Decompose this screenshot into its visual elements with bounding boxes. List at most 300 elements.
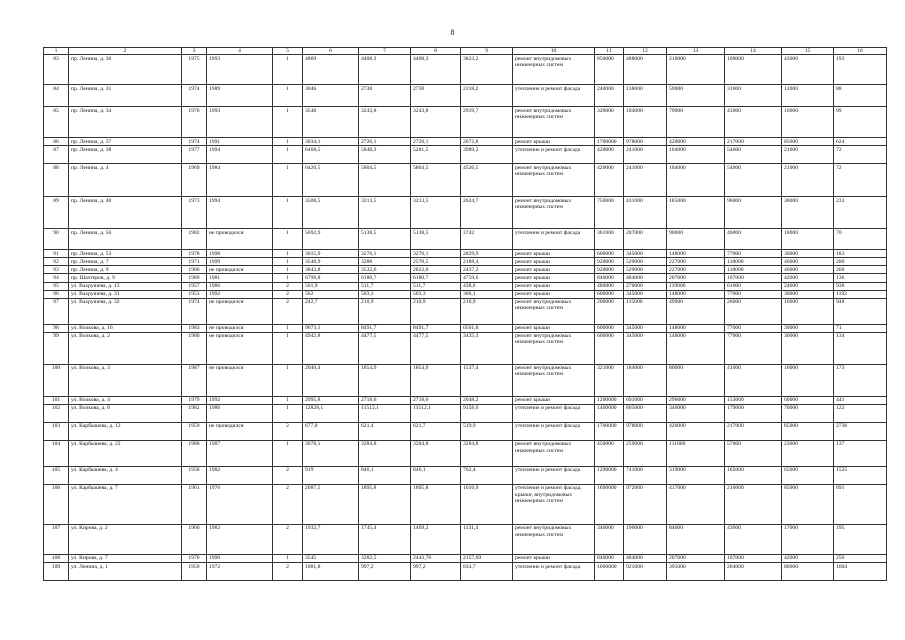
cost-per-sqm-cell: 136 xyxy=(834,274,887,282)
total-area-cell: 6468,5 xyxy=(303,146,359,164)
table-row xyxy=(44,107,887,138)
column-number: 7 xyxy=(359,48,411,55)
cost-total-cell: 920000 xyxy=(595,266,624,274)
last-repair-year-cell: 1986 xyxy=(207,282,273,290)
last-repair-year-cell: не проводился xyxy=(207,324,273,332)
row-number-cell: 89 xyxy=(44,197,69,229)
owned-area-cell: 2624,7 xyxy=(461,197,513,229)
living-area-cell: 3284,8 xyxy=(359,440,411,466)
owned-area-cell: 4526,5 xyxy=(461,164,513,197)
cost-fund-cell: 529000 xyxy=(624,266,667,274)
residential-area-cell: 997,2 xyxy=(411,563,461,581)
cost-per-sqm-cell: 624 xyxy=(834,138,887,146)
year-built-cell: 1969 xyxy=(182,164,207,197)
year-built-cell: 1988 xyxy=(182,440,207,466)
cost-fund-cell: 345000 xyxy=(624,250,667,258)
cost-fund-cell: 805000 xyxy=(624,404,667,422)
cost-municipal-cell: 77000 xyxy=(725,290,782,298)
row-number-cell: 85 xyxy=(44,107,69,138)
residential-area-cell: 2822,6 xyxy=(411,266,461,274)
cost-owners-cell: 24000 xyxy=(782,282,834,290)
category-cell: 1 xyxy=(273,107,303,138)
cost-fund-cell: 484000 xyxy=(624,274,667,282)
cost-region-cell: 119000 xyxy=(667,282,725,290)
cost-owners-cell: 16000 xyxy=(782,107,834,138)
category-cell: 1 xyxy=(273,364,303,396)
living-area-cell: 2738 xyxy=(359,85,411,107)
address-cell: ул. Кирова, д. 2 xyxy=(69,524,182,554)
repair-type-cell: утепление и ремонт фасада xyxy=(513,85,595,107)
living-area-cell: 4477,5 xyxy=(359,332,411,364)
cost-total-cell: 420000 xyxy=(595,164,624,197)
cost-fund-cell: 921000 xyxy=(624,563,667,581)
total-area-cell: 9673,1 xyxy=(303,324,359,332)
owned-area-cell: 2829,9 xyxy=(461,250,513,258)
cost-municipal-cell: 109000 xyxy=(725,55,782,85)
cost-municipal-cell: 41000 xyxy=(725,364,782,396)
repair-type-cell: ремонт внутридомовых инженерных систем xyxy=(513,107,595,138)
last-repair-year-cell: 1994 xyxy=(207,197,273,229)
cost-total-cell: 320000 xyxy=(595,107,624,138)
residential-area-cell: 503,3 xyxy=(411,290,461,298)
cost-total-cell: 1600000 xyxy=(595,563,624,581)
owned-area-cell: 4759,6 xyxy=(461,274,513,282)
repair-type-cell: ремонт крыши xyxy=(513,266,595,274)
cost-region-cell: 227000 xyxy=(667,258,725,266)
column-number: 9 xyxy=(461,48,513,55)
owned-area-cell: 2318,2 xyxy=(461,85,513,107)
category-cell: 2 xyxy=(273,563,303,581)
cost-total-cell: 600000 xyxy=(595,324,624,332)
year-built-cell: 1953 xyxy=(182,290,207,298)
column-number: 12 xyxy=(624,48,667,55)
table-row xyxy=(44,332,887,364)
repair-type-cell: утепление и ремонт фасада xyxy=(513,404,595,422)
cost-fund-cell: 115000 xyxy=(624,298,667,324)
owned-area-cell: 6501,8 xyxy=(461,324,513,332)
cost-owners-cell: 10000 xyxy=(782,298,834,324)
cost-municipal-cell: 77000 xyxy=(725,324,782,332)
cost-total-cell: 200000 xyxy=(595,298,624,324)
total-area-cell: 3545 xyxy=(303,554,359,562)
residential-area-cell: 3276,1 xyxy=(411,250,461,258)
cost-total-cell: 340000 xyxy=(595,524,624,554)
residential-area-cell: 5281,5 xyxy=(411,146,461,164)
category-cell: 1 xyxy=(273,404,303,422)
cost-region-cell: 79000 xyxy=(667,107,725,138)
cost-municipal-cell: 107000 xyxy=(725,554,782,562)
living-area-cell: 6180,7 xyxy=(359,274,411,282)
residential-area-cell: 2738 xyxy=(411,85,461,107)
residential-area-cell: 2726,1 xyxy=(411,138,461,146)
cost-per-sqm-cell: 256 xyxy=(834,554,887,562)
column-number: 10 xyxy=(513,48,595,55)
repair-type-cell: утепление и ремонт фасада xyxy=(513,229,595,250)
cost-fund-cell: 345000 xyxy=(624,332,667,364)
address-cell: ул. Волкова, д. 2 xyxy=(69,332,182,364)
last-repair-year-cell: 1976 xyxy=(207,484,273,524)
cost-region-cell: 296000 xyxy=(667,396,725,404)
row-number-cell: 91 xyxy=(44,250,69,258)
last-repair-year-cell: не проводился xyxy=(207,298,273,324)
cost-region-cell: 84000 xyxy=(667,524,725,554)
year-built-cell: 1971 xyxy=(182,258,207,266)
total-area-cell: 561,9 xyxy=(303,282,359,290)
cost-municipal-cell: 216000 xyxy=(725,484,782,524)
cost-per-sqm-cell: 891 xyxy=(834,484,887,524)
total-area-cell: 2995,8 xyxy=(303,396,359,404)
total-area-cell: 6420,5 xyxy=(303,164,359,197)
cost-total-cell: 1290000 xyxy=(595,466,624,484)
cost-fund-cell: 972000 xyxy=(624,484,667,524)
address-cell: пр. Ленина, д. 9 xyxy=(69,266,182,274)
cost-owners-cell: 46000 xyxy=(782,258,834,266)
column-number: 15 xyxy=(782,48,834,55)
last-repair-year-cell: 1982 xyxy=(207,524,273,554)
cost-per-sqm-cell: 1604 xyxy=(834,563,887,581)
cost-per-sqm-cell: 72 xyxy=(834,164,887,197)
address-cell: ул. Вахрушева, д. 13 xyxy=(69,282,182,290)
residential-area-cell: 1895,8 xyxy=(411,484,461,524)
category-cell: 1 xyxy=(273,138,303,146)
year-built-cell: 1961 xyxy=(182,484,207,524)
cost-per-sqm-cell: 173 xyxy=(834,364,887,396)
category-cell: 2 xyxy=(273,298,303,324)
repair-type-cell: ремонт крыши xyxy=(513,138,595,146)
last-repair-year-cell: 1993 xyxy=(207,107,273,138)
cost-region-cell: 417000 xyxy=(667,484,725,524)
cost-per-sqm-cell: 134 xyxy=(834,332,887,364)
year-built-cell: 1959 xyxy=(182,563,207,581)
cost-region-cell: 59000 xyxy=(667,85,725,107)
row-number-cell: 101 xyxy=(44,396,69,404)
table-row xyxy=(44,563,887,581)
column-number: 1 xyxy=(44,48,69,55)
category-cell: 1 xyxy=(273,250,303,258)
cost-owners-cell: 60000 xyxy=(782,396,834,404)
total-area-cell: 242,7 xyxy=(303,298,359,324)
category-cell: 1 xyxy=(273,258,303,266)
row-number-cell: 86 xyxy=(44,138,69,146)
cost-region-cell: 49000 xyxy=(667,298,725,324)
living-area-cell: 511,7 xyxy=(359,282,411,290)
total-area-cell: 1081,8 xyxy=(303,563,359,581)
residential-area-cell: 4408,3 xyxy=(411,55,461,85)
cost-owners-cell: 12000 xyxy=(782,85,834,107)
last-repair-year-cell: не проводился xyxy=(207,364,273,396)
row-number-cell: 96 xyxy=(44,290,69,298)
category-cell: 1 xyxy=(273,85,303,107)
address-cell: пр. Ленина, д. 37 xyxy=(69,138,182,146)
category-cell: 2 xyxy=(273,290,303,298)
category-cell: 1 xyxy=(273,197,303,229)
cost-region-cell: 90000 xyxy=(667,229,725,250)
cost-total-cell: 850000 xyxy=(595,55,624,85)
cost-per-sqm-cell: 99 xyxy=(834,107,887,138)
address-cell: ул. Вахрушева, д. 31 xyxy=(69,290,182,298)
cost-municipal-cell: 77000 xyxy=(725,332,782,364)
table-row xyxy=(44,138,887,146)
cost-per-sqm-cell: 137 xyxy=(834,440,887,466)
category-cell: 2 xyxy=(273,282,303,290)
cost-owners-cell: 18000 xyxy=(782,229,834,250)
cost-owners-cell: 70000 xyxy=(782,404,834,422)
last-repair-year-cell: 1981 xyxy=(207,274,273,282)
residential-area-cell: 846,1 xyxy=(411,466,461,484)
cost-total-cell: 240000 xyxy=(595,85,624,107)
row-number-cell: 87 xyxy=(44,146,69,164)
year-built-cell: 1979 xyxy=(182,396,207,404)
cost-per-sqm-cell: 260 xyxy=(834,266,887,274)
last-repair-year-cell: 1984 xyxy=(207,164,273,197)
cost-total-cell: 420000 xyxy=(595,146,624,164)
row-number-cell: 98 xyxy=(44,324,69,332)
year-built-cell: 1974 xyxy=(182,298,207,324)
cost-per-sqm-cell: 938 xyxy=(834,282,887,290)
repair-type-cell: ремонт крыши xyxy=(513,396,595,404)
address-cell: пр. Ленина, д. 31 xyxy=(69,85,182,107)
residential-area-cell: 2718,6 xyxy=(411,396,461,404)
cost-municipal-cell: 107000 xyxy=(725,274,782,282)
repair-type-cell: ремонт внутридомовых инженерных систем xyxy=(513,332,595,364)
cost-total-cell: 1400000 xyxy=(595,404,624,422)
address-cell: ул. Карбышева, д. 4 xyxy=(69,466,182,484)
table-row xyxy=(44,290,887,298)
living-area-cell: 5804,5 xyxy=(359,164,411,197)
cost-region-cell: 104000 xyxy=(667,164,725,197)
cost-municipal-cell: 217000 xyxy=(725,138,782,146)
total-area-cell: 4869 xyxy=(303,55,359,85)
last-repair-year-cell: 1990 xyxy=(207,554,273,562)
total-area-cell: 3508,5 xyxy=(303,197,359,229)
last-repair-year-cell: не проводился xyxy=(207,332,273,364)
repair-type-cell: ремонт крыши xyxy=(513,258,595,266)
cost-owners-cell: 30000 xyxy=(782,250,834,258)
cost-owners-cell: 21000 xyxy=(782,146,834,164)
living-area-cell: 3243,8 xyxy=(359,107,411,138)
category-cell: 1 xyxy=(273,266,303,274)
address-cell: пр. Шахтеров, д. 9 xyxy=(69,274,182,282)
total-area-cell: 3842,8 xyxy=(303,266,359,274)
table-row xyxy=(44,524,887,554)
owned-area-cell: 2157,69 xyxy=(461,554,513,562)
living-area-cell: 4408,3 xyxy=(359,55,411,85)
living-area-cell: 846,1 xyxy=(359,466,411,484)
row-number-cell: 95 xyxy=(44,282,69,290)
cost-region-cell: 227000 xyxy=(667,266,725,274)
cost-owners-cell: 42000 xyxy=(782,554,834,562)
cost-per-sqm-cell: 2736 xyxy=(834,422,887,440)
cost-fund-cell: 978000 xyxy=(624,422,667,440)
address-cell: ул. Вахрушева, д. 32 xyxy=(69,298,182,324)
address-cell: ул. Волкова, д. 3 xyxy=(69,364,182,396)
housing-repair-table xyxy=(43,47,887,581)
living-area-cell: 621,4 xyxy=(359,422,411,440)
residential-area-cell: 2570,5 xyxy=(411,258,461,266)
last-repair-year-cell: 1982 xyxy=(207,466,273,484)
repair-type-cell: ремонт внутридомовых инженерных систем xyxy=(513,164,595,197)
cost-fund-cell: 741000 xyxy=(624,466,667,484)
year-built-cell: 1989 xyxy=(182,274,207,282)
cost-fund-cell: 276000 xyxy=(624,282,667,290)
row-number-cell: 93 xyxy=(44,266,69,274)
table-row xyxy=(44,404,887,422)
owned-area-cell: 519,9 xyxy=(461,422,513,440)
cost-municipal-cell: 118000 xyxy=(725,258,782,266)
cost-municipal-cell: 26000 xyxy=(725,298,782,324)
table-row xyxy=(44,466,887,484)
table-row xyxy=(44,164,887,197)
cost-owners-cell: 42000 xyxy=(782,274,834,282)
residential-area-cell: 3243,8 xyxy=(411,107,461,138)
address-cell: пр. Ленина, д. 34 xyxy=(69,107,182,138)
residential-area-cell: 3213,5 xyxy=(411,197,461,229)
living-area-cell: 3276,1 xyxy=(359,250,411,258)
table-row xyxy=(44,364,887,396)
table-row xyxy=(44,266,887,274)
cost-fund-cell: 196000 xyxy=(624,524,667,554)
column-number: 16 xyxy=(834,48,887,55)
cost-region-cell: 185000 xyxy=(667,197,725,229)
last-repair-year-cell: 1993 xyxy=(207,55,273,85)
owned-area-cell: 1131,4 xyxy=(461,524,513,554)
table-row xyxy=(44,146,887,164)
year-built-cell: 1974 xyxy=(182,138,207,146)
repair-type-cell: ремонт внутридомовых инженерных систем xyxy=(513,524,595,554)
cost-per-sqm-cell: 122 xyxy=(834,404,887,422)
cost-owners-cell: 85000 xyxy=(782,138,834,146)
category-cell: 1 xyxy=(273,274,303,282)
cost-fund-cell: 978000 xyxy=(624,138,667,146)
owned-area-cell: 9158,6 xyxy=(461,404,513,422)
category-cell: 1 xyxy=(273,146,303,164)
cost-municipal-cell: 165000 xyxy=(725,466,782,484)
cost-per-sqm-cell: 948 xyxy=(834,298,887,324)
repair-type-cell: ремонт крыши xyxy=(513,282,595,290)
category-cell: 1 xyxy=(273,332,303,364)
cost-municipal-cell: 153000 xyxy=(725,396,782,404)
total-area-cell: 3678,1 xyxy=(303,440,359,466)
residential-area-cell: 3284,8 xyxy=(411,440,461,466)
last-repair-year-cell: 1989 xyxy=(207,85,273,107)
total-area-cell: 1932,7 xyxy=(303,524,359,554)
table-row xyxy=(44,298,887,324)
last-repair-year-cell: 1998 xyxy=(207,250,273,258)
table-row xyxy=(44,229,887,250)
year-built-cell: 1976 xyxy=(182,107,207,138)
cost-region-cell: 148000 xyxy=(667,290,725,298)
owned-area-cell: 762,4 xyxy=(461,466,513,484)
column-number-row xyxy=(44,48,887,55)
cost-per-sqm-cell: 280 xyxy=(834,258,887,266)
table-row xyxy=(44,85,887,107)
category-cell: 1 xyxy=(273,440,303,466)
total-area-cell: 2040,4 xyxy=(303,364,359,396)
last-repair-year-cell: 1972 xyxy=(207,563,273,581)
owned-area-cell: 2072,8 xyxy=(461,138,513,146)
year-built-cell: 1958 xyxy=(182,466,207,484)
cost-region-cell: 210000 xyxy=(667,55,725,85)
living-area-cell: 2726,1 xyxy=(359,138,411,146)
owned-area-cell: 2919,7 xyxy=(461,107,513,138)
cost-total-cell: 1700000 xyxy=(595,138,624,146)
cost-per-sqm-cell: 1525 xyxy=(834,466,887,484)
category-cell: 2 xyxy=(273,422,303,440)
repair-type-cell: ремонт внутридомовых инженерных систем xyxy=(513,440,595,466)
address-cell: пр. Ленина, д. 56 xyxy=(69,229,182,250)
cost-owners-cell: 46000 xyxy=(782,266,834,274)
repair-type-cell: ремонт внутридомовых инженерных систем xyxy=(513,197,595,229)
cost-total-cell: 1690000 xyxy=(595,484,624,524)
total-area-cell: 12828,1 xyxy=(303,404,359,422)
table-row xyxy=(44,250,887,258)
residential-area-cell: 5804,5 xyxy=(411,164,461,197)
cost-per-sqm-cell: 193 xyxy=(834,55,887,85)
category-cell: 1 xyxy=(273,324,303,332)
cost-fund-cell: 259000 xyxy=(624,440,667,466)
row-number-cell: 90 xyxy=(44,229,69,250)
year-built-cell: 1966 xyxy=(182,266,207,274)
cost-region-cell: 148000 xyxy=(667,324,725,332)
cost-municipal-cell: 204000 xyxy=(725,563,782,581)
last-repair-year-cell: 1987 xyxy=(207,440,273,466)
owned-area-cell: 3435,3 xyxy=(461,332,513,364)
table-row xyxy=(44,282,887,290)
row-number-cell: 102 xyxy=(44,404,69,422)
table-row xyxy=(44,55,887,85)
owned-area-cell: 834,7 xyxy=(461,563,513,581)
cost-municipal-cell: 61000 xyxy=(725,282,782,290)
living-area-cell: 1745,4 xyxy=(359,524,411,554)
living-area-cell: 3213,5 xyxy=(359,197,411,229)
cost-municipal-cell: 41000 xyxy=(725,107,782,138)
living-area-cell: 1895,8 xyxy=(359,484,411,524)
cost-fund-cell: 207000 xyxy=(624,229,667,250)
cost-owners-cell: 43000 xyxy=(782,55,834,85)
table-row xyxy=(44,422,887,440)
repair-type-cell: утепление и ремонт фасада, крыши, внутридомовых инженерных систем xyxy=(513,484,595,524)
residential-area-cell: 621,7 xyxy=(411,422,461,440)
category-cell: 2 xyxy=(273,524,303,554)
last-repair-year-cell: не проводился xyxy=(207,229,273,250)
year-built-cell: 1959 xyxy=(182,422,207,440)
last-repair-year-cell: 1999 xyxy=(207,258,273,266)
owned-area-cell: 2048,2 xyxy=(461,396,513,404)
year-built-cell: 1987 xyxy=(182,364,207,396)
repair-type-cell: ремонт внутридомовых инженерных систем xyxy=(513,364,595,396)
cost-per-sqm-cell: 441 xyxy=(834,396,887,404)
living-area-cell: 11512,1 xyxy=(359,404,411,422)
row-number-cell: 92 xyxy=(44,258,69,266)
living-area-cell: 2718,6 xyxy=(359,396,411,404)
living-area-cell: 3532,6 xyxy=(359,266,411,274)
total-area-cell: 919 xyxy=(303,466,359,484)
column-number: 8 xyxy=(411,48,461,55)
repair-type-cell: ремонт крыши xyxy=(513,554,595,562)
cost-total-cell: 840000 xyxy=(595,554,624,562)
owned-area-cell: 2437,2 xyxy=(461,266,513,274)
cost-owners-cell: 21000 xyxy=(782,164,834,197)
cost-region-cell: 104000 xyxy=(667,146,725,164)
column-number: 5 xyxy=(273,48,303,55)
cost-fund-cell: 529000 xyxy=(624,258,667,266)
residential-area-cell: 1854,9 xyxy=(411,364,461,396)
cost-per-sqm-cell: 183 xyxy=(834,250,887,258)
cost-owners-cell: 17000 xyxy=(782,524,834,554)
cost-owners-cell: 23000 xyxy=(782,440,834,466)
residential-area-cell: 511,7 xyxy=(411,282,461,290)
repair-type-cell: ремонт крыши xyxy=(513,290,595,298)
